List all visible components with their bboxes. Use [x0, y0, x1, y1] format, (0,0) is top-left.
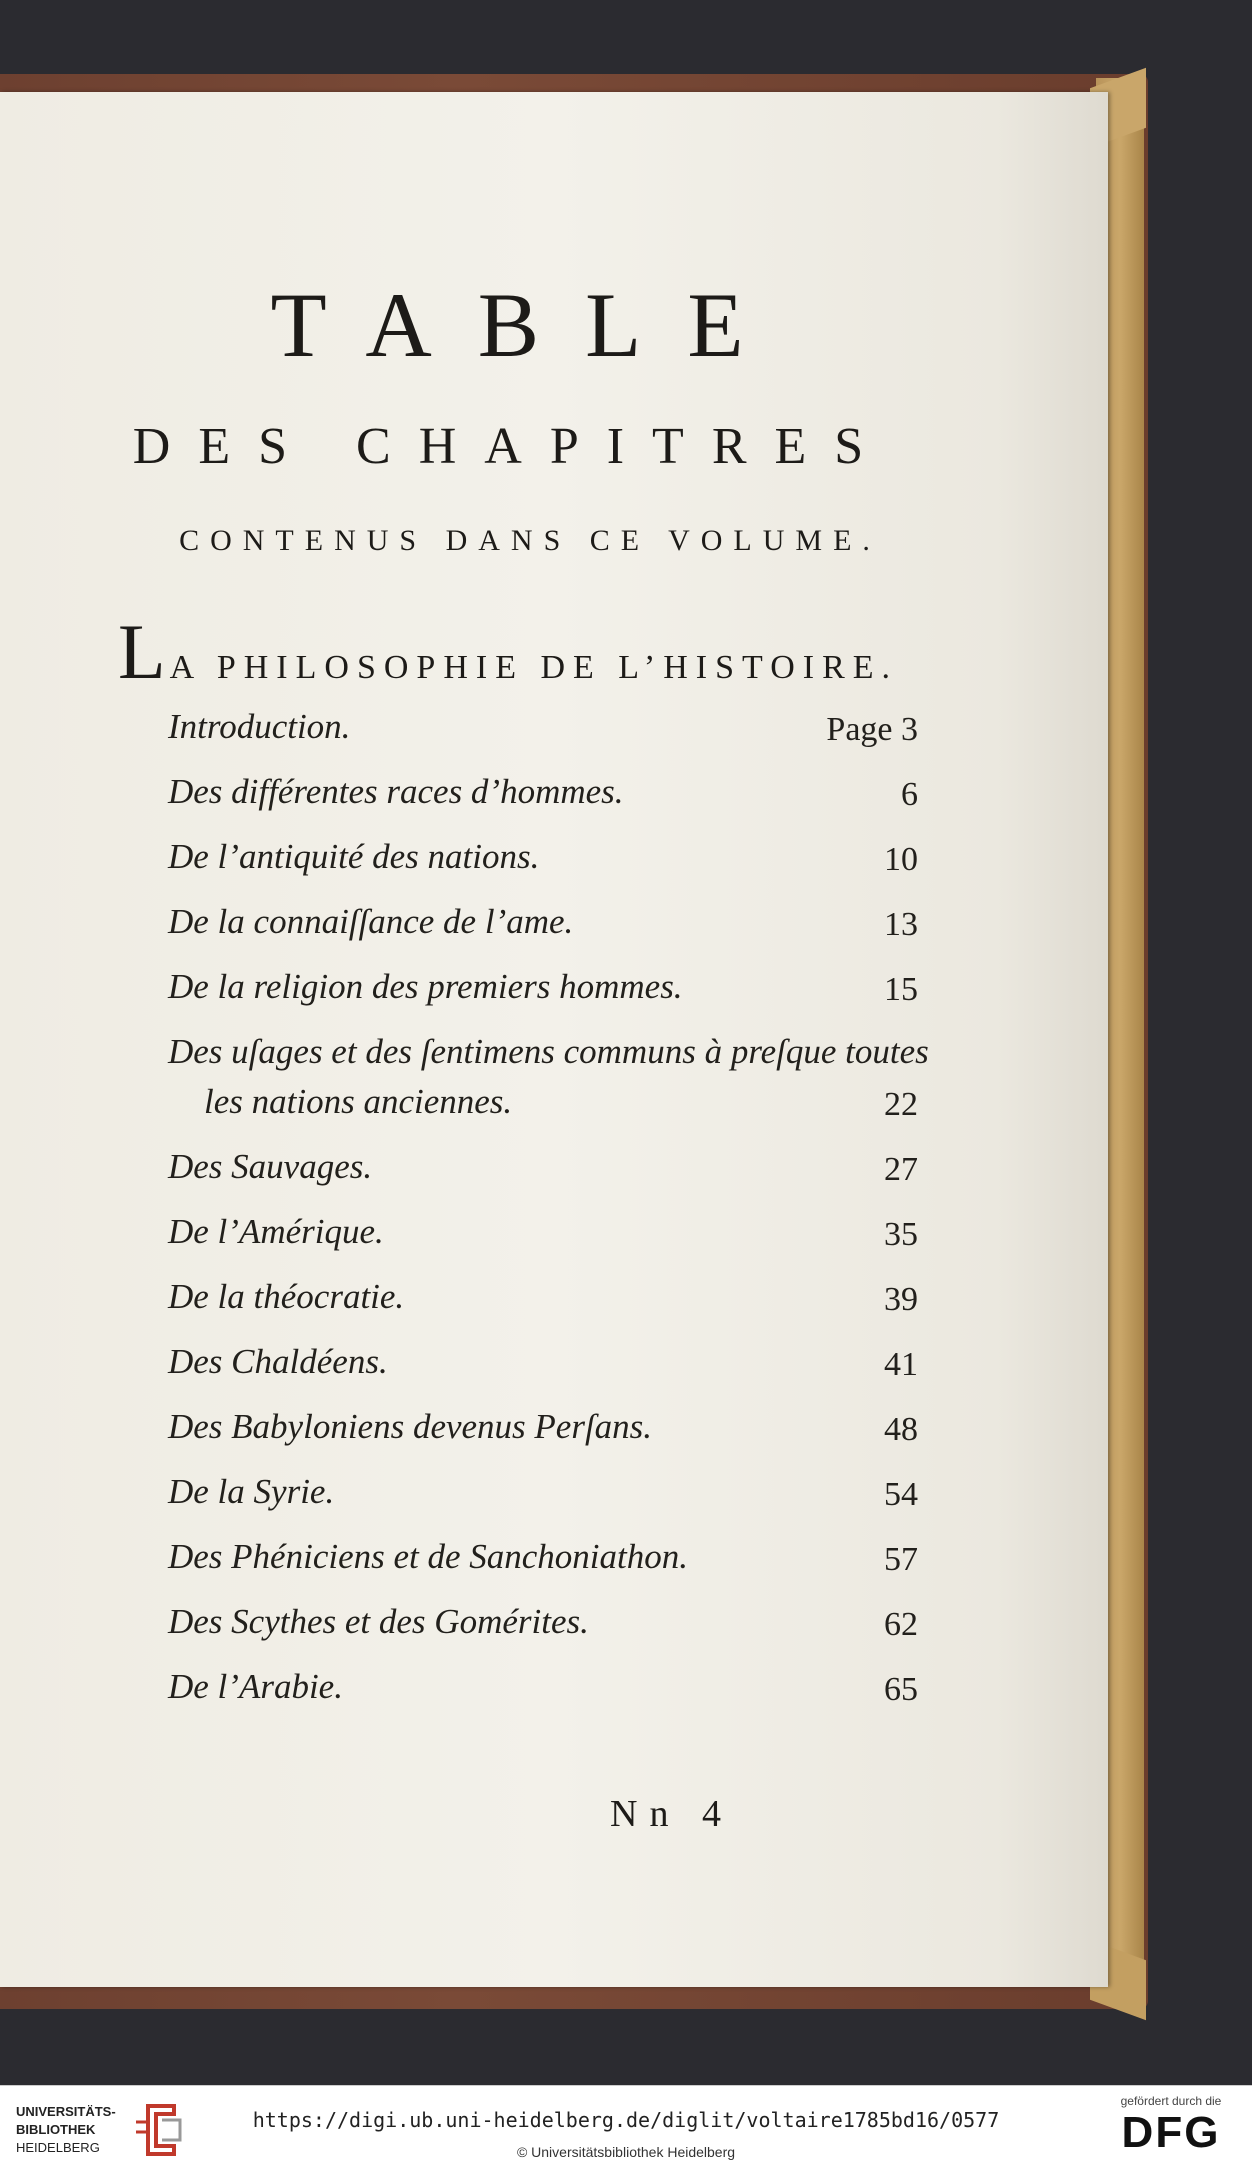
- toc-entry-label: Des uſages et des ſentimens communs à preſque toutes: [168, 1032, 929, 1071]
- toc-entry-label: Des Babyloniens devenus Perſans.: [168, 1407, 653, 1446]
- toc-entry: [168, 772, 918, 832]
- toc-entry-label: Introduction.: [168, 707, 351, 746]
- page-subtitle: DES CHAPITRES: [132, 418, 892, 475]
- toc-entry-label: Des différentes races d’hommes.: [168, 772, 624, 811]
- toc-entry-label: Des Sauvages.: [168, 1147, 373, 1186]
- section-heading-rest: A PHILOSOPHIE DE L’HISTOIRE.: [169, 649, 899, 686]
- toc-entry: [168, 1472, 918, 1532]
- toc-entry-page: 54: [884, 1476, 918, 1513]
- page-title: TABLE: [270, 274, 790, 376]
- toc-entry-page: 27: [884, 1151, 918, 1188]
- toc-entry-label: De l’Amérique.: [168, 1212, 384, 1251]
- toc-entry-label: De la connaiſſance de l’ame.: [168, 902, 574, 941]
- toc-entry-page: 48: [884, 1411, 918, 1448]
- footer-bar: [0, 2085, 1252, 2174]
- toc-entry-label: De la religion des premiers hommes.: [168, 967, 683, 1006]
- dfg-logo-text: DFG: [1121, 2108, 1221, 2157]
- library-name-line1: UNIVERSITÄTS-: [16, 2104, 116, 2119]
- toc-entry: [168, 1082, 918, 1142]
- toc-entry-page: 6: [901, 776, 918, 813]
- printer-signature: Nn 4: [610, 1793, 733, 1835]
- toc-entry-page: 35: [884, 1216, 918, 1253]
- toc-entry: [168, 967, 918, 1027]
- toc-entry-label: les nations anciennes.: [204, 1082, 513, 1121]
- toc-entry: [168, 1277, 918, 1337]
- toc-entry-label: De la théocratie.: [168, 1277, 405, 1316]
- section-heading: [118, 607, 898, 697]
- toc-entry-page: 13: [884, 906, 918, 943]
- toc-entry: [168, 837, 918, 897]
- toc-entry-page: 65: [884, 1671, 918, 1708]
- toc-entry: [168, 902, 918, 962]
- toc-entry-label: De la Syrie.: [168, 1472, 335, 1511]
- book-page: [0, 92, 1108, 1987]
- toc-entry: [168, 1667, 918, 1727]
- toc-entry-page: 15: [884, 971, 918, 1008]
- copyright-notice: © Universitätsbibliothek Heidelberg: [516, 2144, 736, 2160]
- dfg-logo-icon[interactable]: [1106, 2094, 1236, 2166]
- toc-entry-page: 10: [884, 841, 918, 878]
- toc-entry-label: Des Phéniciens et de Sanchoniathon.: [168, 1537, 689, 1576]
- toc-entry-page: 39: [884, 1281, 918, 1318]
- toc-entry: [168, 1407, 918, 1467]
- toc-entry: [168, 1602, 918, 1662]
- permalink-url[interactable]: https://digi.ub.uni-heidelberg.de/diglit/voltaire1785bd16/0577: [252, 2108, 1000, 2132]
- library-name-line3: HEIDELBERG: [16, 2140, 100, 2155]
- toc-entry-page: 62: [884, 1606, 918, 1643]
- toc-entry: [168, 1342, 918, 1402]
- section-initial: L: [118, 608, 170, 695]
- toc-entry-page: 57: [884, 1541, 918, 1578]
- dfg-funding-note: gefördert durch die: [1120, 2094, 1222, 2108]
- toc-entry-label: De l’antiquité des nations.: [168, 837, 540, 876]
- toc-entry: [168, 1147, 918, 1207]
- toc-entry-label: De l’Arabie.: [168, 1667, 343, 1706]
- toc-entry: [168, 1537, 918, 1597]
- toc-entry-label: Des Chaldéens.: [168, 1342, 388, 1381]
- toc-entry-page: 41: [884, 1346, 918, 1383]
- contents-line: CONTENUS DANS CE VOLUME.: [179, 524, 881, 557]
- toc-entry: [168, 707, 918, 767]
- toc-entry: [168, 1212, 918, 1272]
- toc-entry-page: Page 3: [826, 711, 918, 748]
- toc-entry-label: Des Scythes et des Gomérites.: [168, 1602, 589, 1641]
- toc-entry-page: 22: [884, 1086, 918, 1123]
- library-name-line2: BIBLIOTHEK: [16, 2122, 96, 2137]
